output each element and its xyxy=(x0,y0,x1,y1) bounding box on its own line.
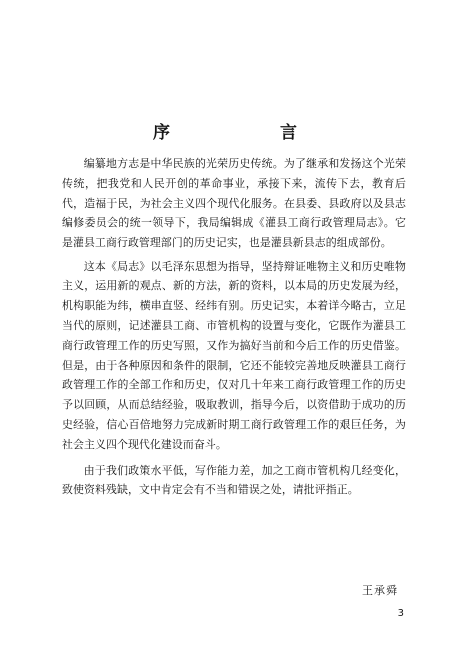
author-signature: 王承舜 xyxy=(362,584,398,597)
preface-body xyxy=(62,154,406,504)
paragraph-2: 这本《局志》以毛泽东思想为指导，坚持辩证唯物主义和历史唯物主义，运用新的观点、新的方法，新的资料，以本局的历史发展为经，机构职能为纬，横串直竖、经纬有别。历史记实，本着详今略古，立足当代的原则，记述灌县工商、市管机构的设置与变化，它既作为灌县工商行政管理工作的历史写照，又作为搞好当前和今后工作的历史借鉴。但是，由于各种原因和条件的限制，它还不能较完善地反映灌县工商行政管理工作的全部工作和历史，仅对几十年来工商行政管理工作的历史予以回顾，从而总结经验，吸取教训，指导今后，以资借助于成功的历史经验，信心百倍地努力完成新时期工商行政管理工作的艰巨任务，为社会主义四个现代化建设而奋斗。 xyxy=(62,259,406,451)
paragraph-3: 由于我们政策水平低，写作能力差，加之工商市管机构几经变化，致使资料残缺，文中肯定会有不当和错误之处，请批评指正。 xyxy=(62,463,406,497)
page-title: 序 言 xyxy=(153,123,349,143)
paragraph-1: 编纂地方志是中华民族的光荣历史传统。为了继承和发扬这个光荣传统，把我党和人民开创的革命事业，承接下来，流传下去，教育后代，造福于民，为社会主义四个现代化服务。在县委、县政府以及县志编修委员会的统一领导下，我局编辑成《灌县工商行政管理局志》。它是灌县工商行政管理部门的历史记实，也是灌县新县志的组成部份。 xyxy=(62,157,406,250)
page-number: 3 xyxy=(397,608,404,619)
